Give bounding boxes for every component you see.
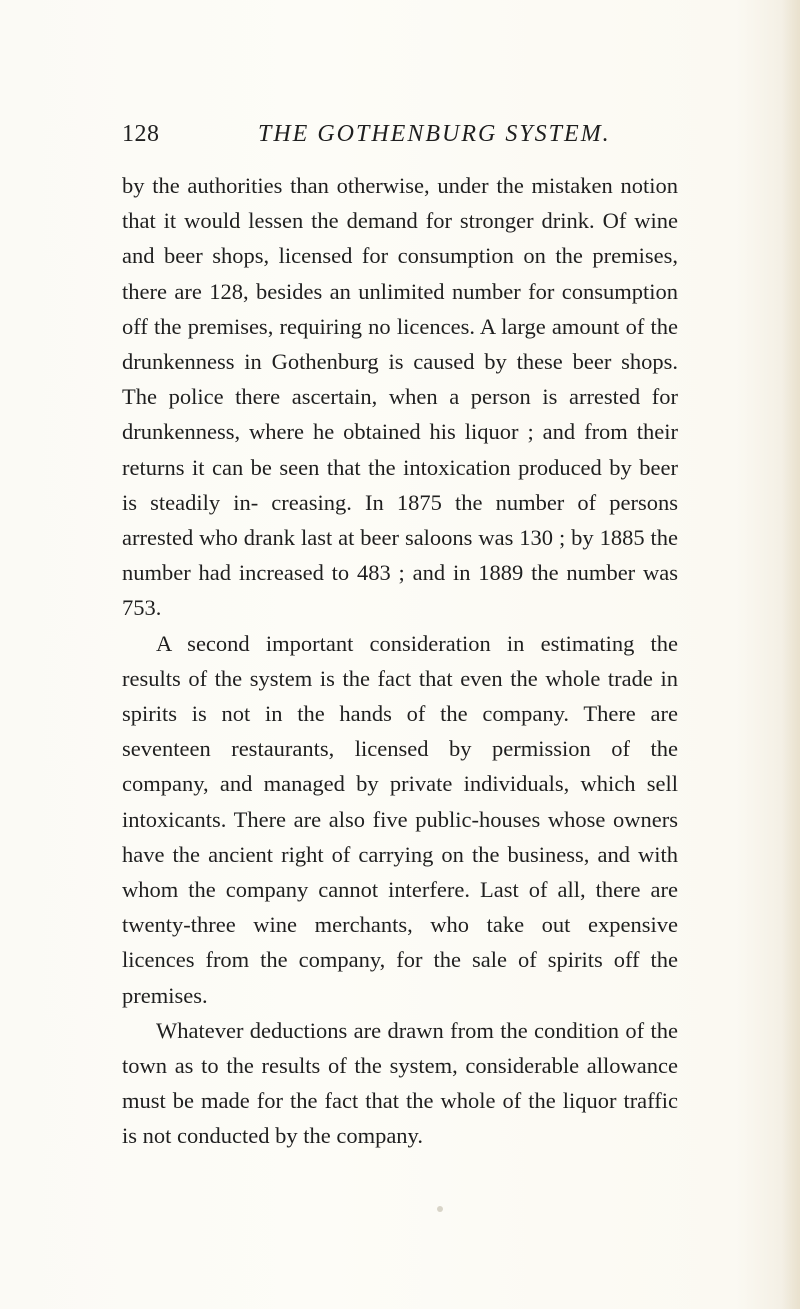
running-title: THE GOTHENBURG SYSTEM.: [258, 121, 611, 147]
paper-speck: [437, 1206, 443, 1212]
paragraph-second-consideration: A second important consideration in estimating the results of the system is the fact that even the whole trade in spirits is not in the hands of the company. There are seventeen restaurants, licensed by permission of the company, and managed by private individuals, which sell intoxicants. There are also five public-houses whose owners have the ancient right of carrying on the business, and with whom the company cannot interfere. Last of all, there are twenty-three wine merchants, who take out expensive licences from the company, for the sale of spirits off the premises.: [122, 630, 678, 1008]
running-header: [122, 118, 678, 150]
body-text: [122, 168, 678, 1154]
paragraph-continued: by the authorities than otherwise, under the mistaken notion that it would lessen the demand for stronger drink. Of wine and beer shops, licensed for consumption on the premises, there are 128, besides an unlimited number for consumption off the premises, requiring no licences. A large amount of the drunkenness in Gothenburg is caused by these beer shops. The police there ascertain, when a person is arrested for drunkenness, where he obtained his liquor ; and from their returns it can be seen that the intoxication produced by beer is steadily in- creasing. In 1875 the number of persons arrested who drank last at beer saloons was 130 ; by 1885 the number had increased to 483 ; and in 1889 the number was 753.: [122, 173, 678, 621]
page-number: 128: [122, 121, 160, 147]
paragraph-deductions: Whatever deductions are drawn from the condition of the town as to the results of the system, considerable allowance must be made for the fact that the whole of the liquor traffic is not conducted by the company.: [122, 1017, 678, 1149]
page-edge-shadow: [782, 0, 800, 1309]
